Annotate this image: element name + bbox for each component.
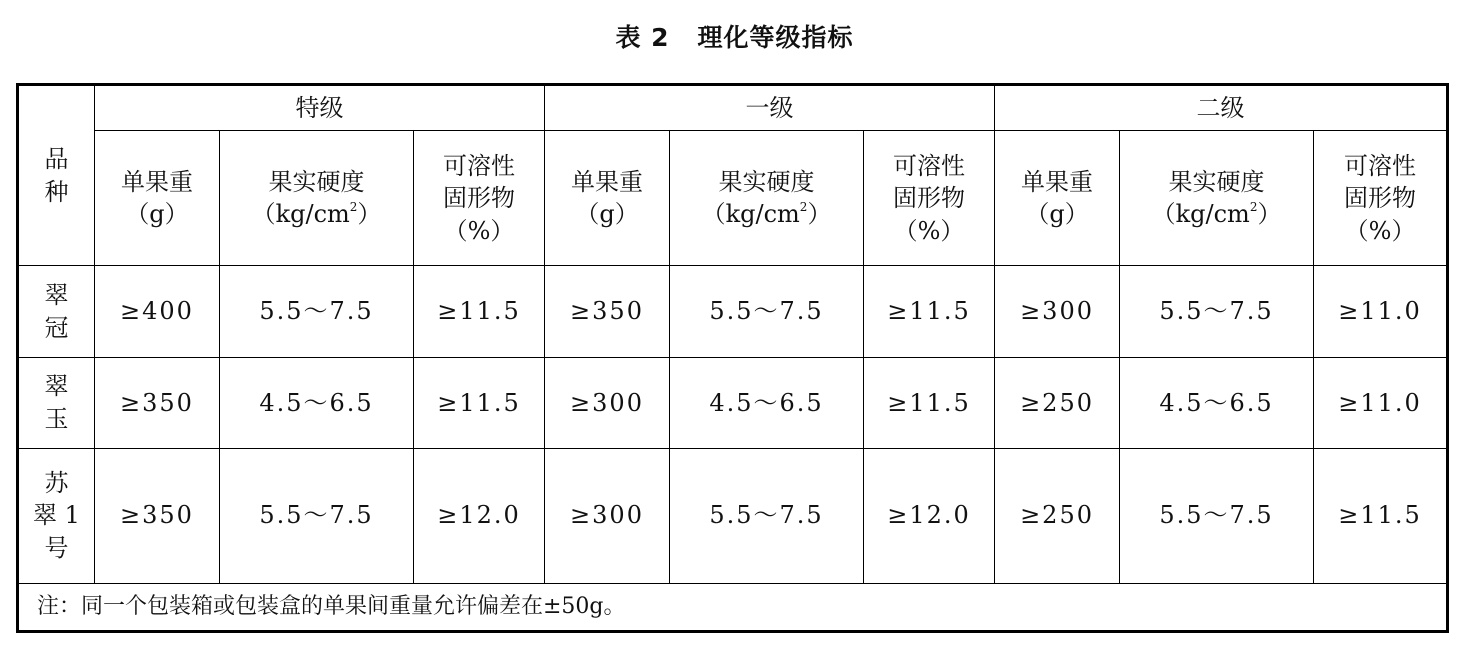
table-note: 注：同一个包装箱或包装盒的单果间重量允许偏差在±50g。 (18, 583, 1448, 631)
header-soluble-solids: 可溶性 固形物 （%） (1314, 131, 1448, 266)
table-cell: ≥250 (995, 448, 1120, 583)
sub-header-row (18, 131, 1448, 266)
header-fruit-firmness: 果实硬度 $(kg/cm^2)$ (220, 131, 414, 266)
table-cell: ≥11.5 (414, 357, 545, 448)
table-cell: 4.5～6.5 (220, 357, 414, 448)
table-cell: ≥11.5 (414, 266, 545, 358)
table-cell: 4.5～6.5 (1120, 357, 1314, 448)
table-cell: ≥250 (995, 357, 1120, 448)
table-cell: ≥12.0 (414, 448, 545, 583)
table-cell: 5.5～7.5 (670, 448, 864, 583)
header-soluble-solids: 可溶性 固形物 （%） (864, 131, 995, 266)
grade-header-first: 一级 (545, 85, 995, 131)
header-fruit-firmness: 果实硬度 $(kg/cm^2)$ (670, 131, 864, 266)
grade-header-second: 二级 (995, 85, 1448, 131)
table-caption (0, 18, 1469, 54)
grade-header-special: 特级 (95, 85, 545, 131)
table-cell: ≥400 (95, 266, 220, 358)
table-cell: 5.5～7.5 (220, 448, 414, 583)
table-cell: ≥300 (545, 357, 670, 448)
header-single-fruit-weight: 单果重 （g） (545, 131, 670, 266)
caption-title: 理化等级指标 (697, 23, 854, 52)
table-cell: 5.5～7.5 (670, 266, 864, 358)
note-row (18, 583, 1448, 631)
table-cell: ≥11.5 (864, 266, 995, 358)
table-cell: 5.5～7.5 (220, 266, 414, 358)
table-cell: ≥11.5 (864, 357, 995, 448)
header-single-fruit-weight: 单果重 （g） (995, 131, 1120, 266)
header-single-fruit-weight: 单果重 （g） (95, 131, 220, 266)
table-cell: ≥350 (545, 266, 670, 358)
table-cell: ≥300 (995, 266, 1120, 358)
table-row (18, 266, 1448, 358)
table-cell: 4.5～6.5 (670, 357, 864, 448)
table-cell: ≥11.0 (1314, 266, 1448, 358)
variety-cell: 翠 玉 (18, 357, 95, 448)
grade-index-table (16, 83, 1449, 633)
table-cell: ≥12.0 (864, 448, 995, 583)
caption-number: 表 2 (615, 23, 670, 52)
header-fruit-firmness: 果实硬度 $(kg/cm^2)$ (1120, 131, 1314, 266)
variety-header: 品 种 (18, 85, 95, 266)
table-cell: ≥350 (95, 357, 220, 448)
variety-cell: 翠 冠 (18, 266, 95, 358)
table-cell: ≥11.0 (1314, 357, 1448, 448)
table-cell: ≥11.5 (1314, 448, 1448, 583)
header-soluble-solids: 可溶性 固形物 （%） (414, 131, 545, 266)
table-cell: ≥350 (95, 448, 220, 583)
table-cell: 5.5～7.5 (1120, 448, 1314, 583)
table-cell: ≥300 (545, 448, 670, 583)
variety-cell: 苏 翠 1 号 (18, 448, 95, 583)
table-row (18, 357, 1448, 448)
table-row (18, 448, 1448, 583)
grade-header-row (18, 85, 1448, 131)
table-cell: 5.5～7.5 (1120, 266, 1314, 358)
